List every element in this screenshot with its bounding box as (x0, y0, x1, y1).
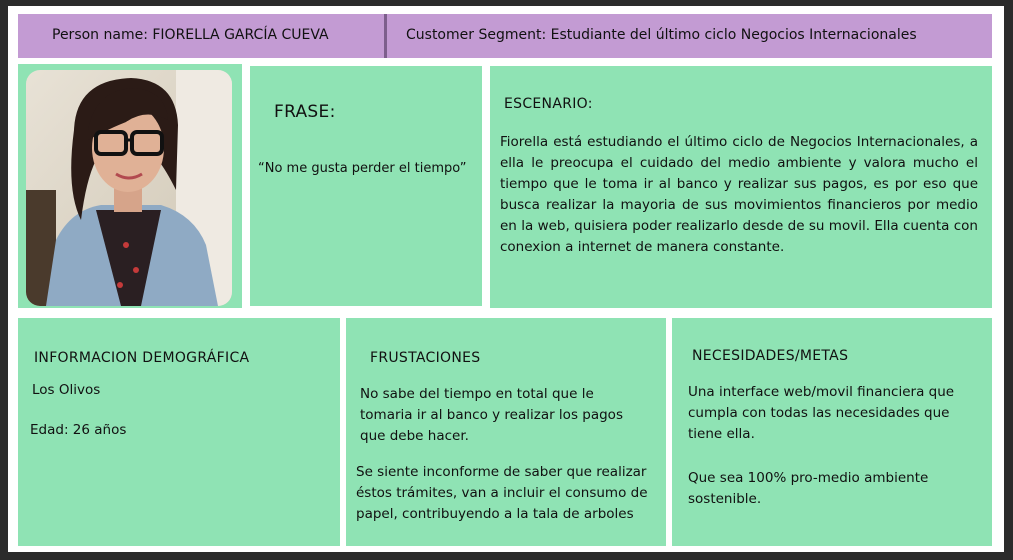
frase-title: FRASE: (274, 102, 336, 122)
demografica-panel (18, 318, 340, 546)
demografica-title: INFORMACION DEMOGRÁFICA (34, 350, 250, 366)
demografica-age: Edad: 26 años (30, 422, 127, 438)
necesidades-item-1: Una interface web/movil financiera que cumpla con todas las necesidades que tiene ella. (688, 384, 955, 442)
escenario-text: Fiorella está estudiando el último ciclo de Negocios Internacionales, a ella le preocupa el cuidado del medio ambiente y valora mucho el tiempo que le toma ir al banco y realizar sus pagos, es por eso que busca realizar la mayoria de sus movimientos financieros por medio en la web, quisiera poder realizarlo desde de su movil. Ella cuenta con conexion a internet de manera constante. (500, 134, 978, 255)
escenario-panel (490, 66, 992, 308)
persona-sheet (8, 6, 1004, 552)
frase-quote: “No me gusta perder el tiempo” (258, 161, 467, 176)
demografica-location: Los Olivos (32, 382, 101, 398)
frustraciones-title: FRUSTACIONES (370, 350, 481, 366)
necesidades-panel (672, 318, 992, 546)
necesidades-item-2: Que sea 100% pro-medio ambiente sostenible. (688, 470, 929, 507)
escenario-title: ESCENARIO: (504, 96, 593, 112)
necesidades-title: NECESIDADES/METAS (692, 348, 849, 364)
frustraciones-panel (346, 318, 666, 546)
customer-segment: Customer Segment: Estudiante del último ciclo Negocios Internacionales (406, 27, 917, 43)
frase-panel (250, 66, 482, 306)
person-name: Person name: FIORELLA GARCÍA CUEVA (52, 27, 329, 43)
person-photo-icon (26, 70, 232, 306)
frustraciones-item-2: Se siente inconforme de saber que realizar éstos trámites, van a incluir el consumo de papel, contribuyendo a la tala de arboles (356, 464, 648, 522)
photo-panel (18, 64, 242, 308)
frustraciones-item-1: No sabe del tiempo en total que le tomaria ir al banco y realizar los pagos que debe hacer. (360, 386, 623, 444)
persona-header (18, 14, 992, 58)
person-photo (26, 70, 232, 306)
header-divider (384, 14, 387, 58)
